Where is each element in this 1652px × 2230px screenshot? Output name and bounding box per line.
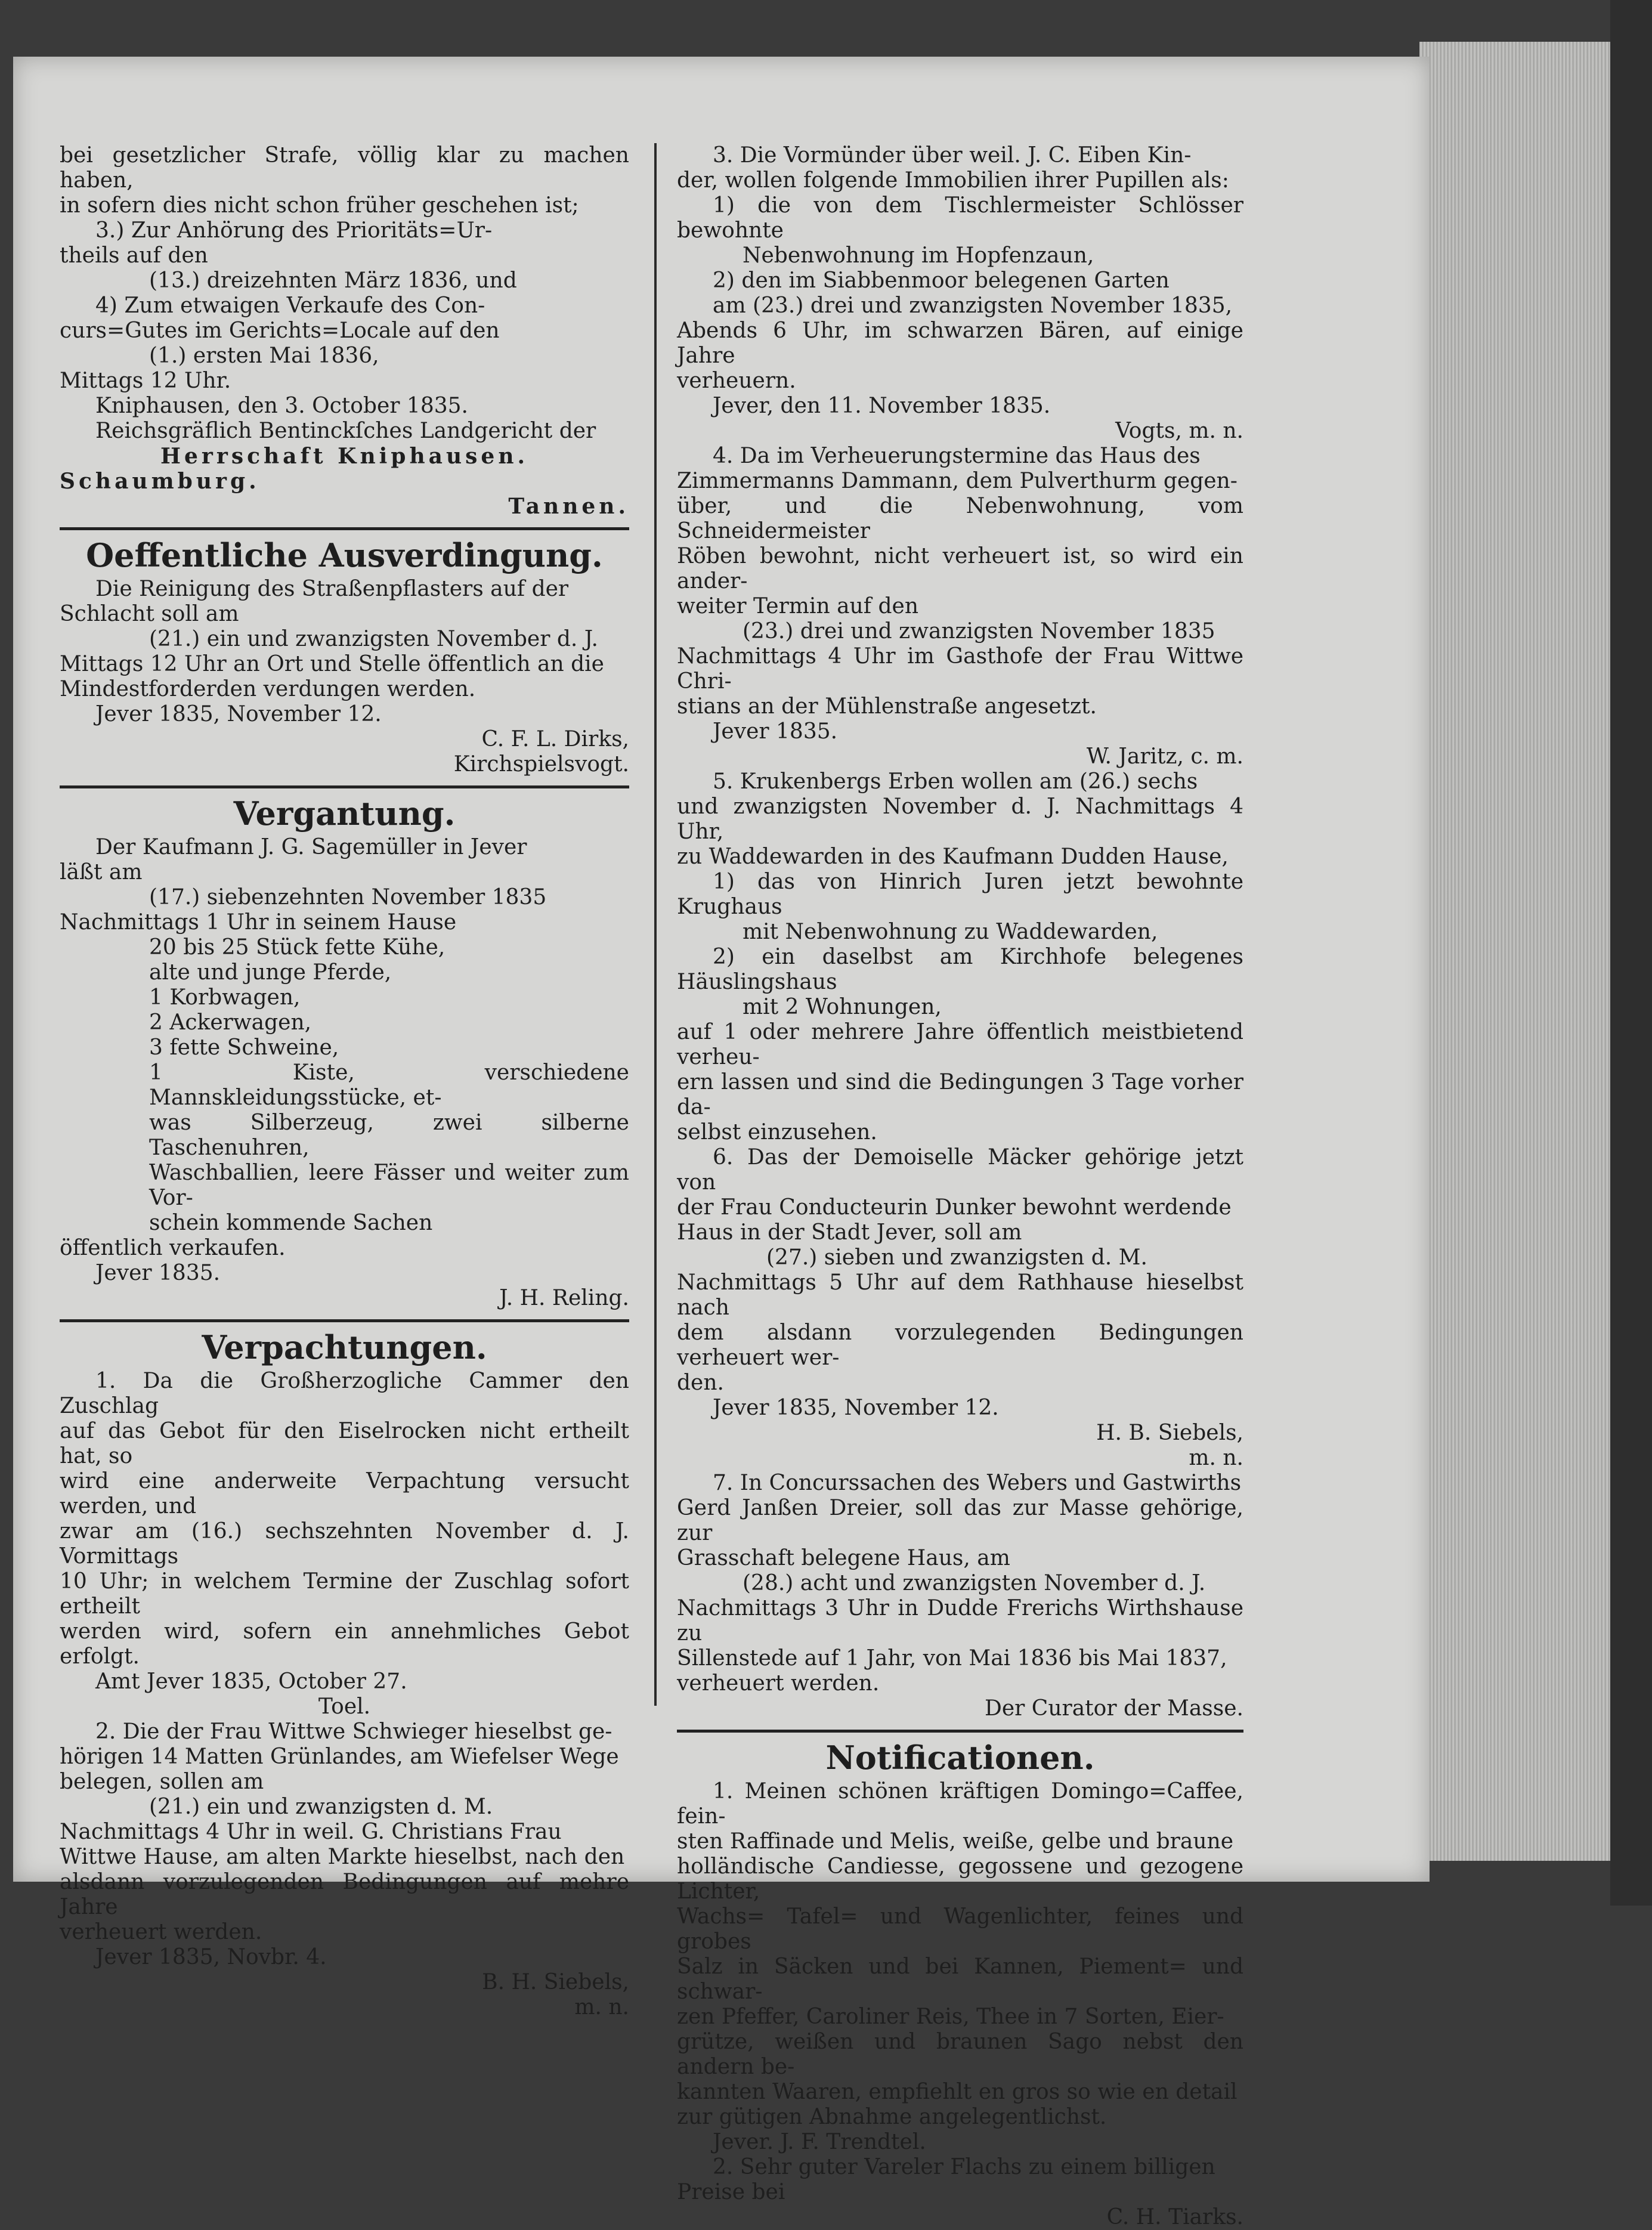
text-line: auf das Gebot für den Eiselrocken nicht ertheilt hat, so <box>60 1419 629 1468</box>
text-line: auf 1 oder mehrere Jahre öffentlich meistbietend verheu- <box>677 1020 1243 1069</box>
text-line: (17.) siebenzehnten November 1835 <box>149 885 547 910</box>
text-line: am (23.) drei und zwanzigsten November 1835, <box>713 293 1233 318</box>
text-line: Schlacht soll am <box>60 602 239 626</box>
text-line: 7. In Concurssachen des Webers und Gastwirths <box>713 1471 1242 1495</box>
signature-line: J. H. Reling. <box>499 1286 629 1310</box>
text-line: Mittags 12 Uhr. <box>60 369 231 393</box>
text-line: hörigen 14 Matten Grünlandes, am Wiefelser Wege <box>60 1745 619 1769</box>
background-dark <box>1610 0 1652 1906</box>
text-line: 2. Die der Frau Wittwe Schwieger hieselbst ge- <box>95 1719 612 1744</box>
list-item: 2 Ackerwagen, <box>149 1010 312 1035</box>
text-line: werden wird, sofern ein annehmliches Gebot erfolgt. <box>60 1619 629 1669</box>
text-line: 6. Das der Demoiselle Mäcker gehörige jetzt von <box>677 1145 1243 1195</box>
text-line: Kniphausen, den 3. October 1835. <box>95 394 468 418</box>
list-item: 1) das von Hinrich Juren jetzt bewohnte Krughaus <box>677 870 1243 919</box>
text-line: Jever 1835, Novbr. 4. <box>95 1945 327 1969</box>
text-line: Sillenstede auf 1 Jahr, von Mai 1836 bis Mai 1837, <box>677 1646 1227 1671</box>
text-line: Amt Jever 1835, October 27. <box>95 1669 407 1694</box>
section-rule <box>677 1730 1243 1733</box>
text-line: Gerd Janßen Dreier, soll das zur Masse gehörige, zur <box>677 1496 1243 1545</box>
section-heading: Verpachtungen. <box>202 1328 487 1366</box>
section-rule <box>60 527 629 530</box>
text-line: 10 Uhr; in welchem Termine der Zuschlag sofort ertheilt <box>60 1569 629 1619</box>
text-line: Der Kaufmann J. G. Sagemüller in Jever <box>95 835 527 859</box>
text-line: zur gütigen Abnahme angelegentlichst. <box>677 2105 1107 2129</box>
list-item: 20 bis 25 Stück fette Kühe, <box>149 935 446 960</box>
text-line: grütze, weißen und braunen Sago nebst den andern be- <box>677 2030 1243 2079</box>
signature-line: Kirchspielsvogt. <box>453 752 629 777</box>
text-line: Jever, den 11. November 1835. <box>713 394 1051 418</box>
text-line: und zwanzigsten November d. J. Nachmittags 4 Uhr, <box>677 794 1243 844</box>
text-line: verheuert werden. <box>60 1920 262 1944</box>
text-line: 5. Krukenbergs Erben wollen am (26.) sechs <box>713 769 1198 794</box>
text-line: öffentlich verkaufen. <box>60 1236 286 1260</box>
text-line: Zimmermanns Dammann, dem Pulverthurm gegen- <box>677 469 1238 493</box>
text-line: dem alsdann vorzulegenden Bedingungen verheuert wer- <box>677 1320 1243 1370</box>
text-line: Herrschaft Kniphausen. <box>160 444 529 469</box>
text-line: zwar am (16.) sechszehnten November d. J. Vormittags <box>60 1519 629 1569</box>
text-line: kannten Waaren, empfiehlt en gros so wie en detail <box>677 2080 1238 2104</box>
text-line: Jever 1835, November 12. <box>95 702 382 726</box>
signature-line: Tannen. <box>508 494 629 519</box>
text-line: Die Reinigung des Straßenpflasters auf der <box>95 577 569 601</box>
text-line: Nachmittags 1 Uhr in seinem Hause <box>60 910 457 935</box>
section-heading: Vergantung. <box>233 794 456 833</box>
text-line: (1.) ersten Mai 1836, <box>149 344 379 368</box>
list-item: 1) die von dem Tischlermeister Schlösser bewohnte <box>677 193 1243 243</box>
text-line: 4) Zum etwaigen Verkaufe des Con- <box>95 293 485 318</box>
section-heading: Oeffentliche Ausverdingung. <box>86 536 603 574</box>
text-line: curs=Gutes im Gerichts=Locale auf den <box>60 318 500 343</box>
signature-line: Vogts, m. n. <box>1115 419 1243 443</box>
list-item: mit 2 Wohnungen, <box>743 995 942 1019</box>
text-line: 1. Meinen schönen kräftigen Domingo=Caffee, fein- <box>677 1779 1243 1829</box>
text-line: stians an der Mühlenstraße angesetzt. <box>677 694 1097 719</box>
text-line: 3.) Zur Anhörung des Prioritäts=Ur- <box>95 218 493 243</box>
text-line: 2. Sehr guter Vareler Flachs zu einem billigen <box>713 2155 1215 2179</box>
text-line: belegen, sollen am <box>60 1770 264 1794</box>
text-line: (23.) drei und zwanzigsten November 1835 <box>743 619 1215 644</box>
text-line: Salz in Säcken und bei Kannen, Piement= und schwar- <box>677 1954 1243 2004</box>
text-line: Röben bewohnt, nicht verheuert ist, so wird ein ander- <box>677 544 1243 593</box>
signature-line: C. H. Tiarks. <box>1106 2205 1243 2229</box>
text-line: den. <box>677 1371 724 1395</box>
list-item: Nebenwohnung im Hopfenzaun, <box>743 243 1094 268</box>
right-column <box>677 143 1243 2229</box>
book-page-edges <box>1419 42 1610 1861</box>
signature-line: Der Curator der Masse. <box>984 1696 1243 1721</box>
text-line: (27.) sieben und zwanzigsten d. M. <box>766 1245 1147 1270</box>
signature-line: H. B. Siebels, <box>1096 1421 1243 1445</box>
text-line: Wittwe Hause, am alten Markte hieselbst, nach den <box>60 1845 625 1869</box>
list-item: 3 fette Schweine, <box>149 1035 339 1060</box>
signature-line: C. F. L. Dirks, <box>481 727 629 751</box>
text-line: Nachmittags 3 Uhr in Dudde Frerichs Wirthshause zu <box>677 1596 1243 1646</box>
signature-line: W. Jaritz, c. m. <box>1086 744 1243 769</box>
list-item: 2) ein daselbst am Kirchhofe belegenes Häuslingshaus <box>677 945 1243 994</box>
list-item: schein kommende Sachen <box>149 1211 433 1235</box>
text-line: über, und die Nebenwohnung, vom Schneidermeister <box>677 494 1243 543</box>
text-line: theils auf den <box>60 243 208 268</box>
text-line: zen Pfeffer, Caroliner Reis, Thee in 7 Sorten, Eier- <box>677 2005 1224 2029</box>
text-line: Jever 1835. <box>95 1261 221 1285</box>
text-line: Wachs= Tafel= und Wagenlichter, feines und grobes <box>677 1904 1243 1954</box>
text-line: der Frau Conducteurin Dunker bewohnt werdende <box>677 1195 1232 1220</box>
signature-line: Jever. J. F. Trendtel. <box>713 2130 926 2154</box>
text-line: selbst einzusehen. <box>677 1120 877 1145</box>
text-line: verheuern. <box>677 369 796 393</box>
text-line: alsdann vorzulegenden Bedingungen auf mehre Jahre <box>60 1870 629 1919</box>
text-line: weiter Termin auf den <box>677 594 919 618</box>
text-line: Jever 1835, November 12. <box>713 1396 999 1420</box>
left-column <box>60 143 629 2019</box>
list-item: 2) den im Siabbenmoor belegenen Garten <box>713 268 1170 293</box>
text-line: (13.) dreizehnten März 1836, und <box>149 268 517 293</box>
text-line: Haus in der Stadt Jever, soll am <box>677 1220 1022 1245</box>
text-line: (28.) acht und zwanzigsten November d. J. <box>743 1571 1206 1595</box>
section-rule <box>60 1319 629 1322</box>
text-line: Jever 1835. <box>713 719 838 744</box>
text-line: Mindestforderden verdungen werden. <box>60 677 476 701</box>
text-line: der, wollen folgende Immobilien ihrer Pupillen als: <box>677 168 1229 193</box>
text-line: (21.) ein und zwanzigsten November d. J. <box>149 627 598 651</box>
signature-line: m. n. <box>574 1995 629 2019</box>
column-divider <box>654 143 657 1706</box>
signature-line: m. n. <box>1189 1446 1243 1470</box>
text-line: 1. Da die Großherzogliche Cammer den Zuschlag <box>60 1369 629 1418</box>
text-line: in sofern dies nicht schon früher geschehen ist; <box>60 193 579 218</box>
text-line: Mittags 12 Uhr an Ort und Stelle öffentlich an die <box>60 652 604 676</box>
list-item: alte und junge Pferde, <box>149 960 392 985</box>
text-line: 4. Da im Verheuerungstermine das Haus des <box>713 444 1201 468</box>
text-line: sten Raffinade und Melis, weiße, gelbe und braune <box>677 1829 1233 1854</box>
text-line: Reichsgräflich Bentinckſches Landgericht der <box>95 419 596 443</box>
text-line: Abends 6 Uhr, im schwarzen Bären, auf einige Jahre <box>677 318 1243 368</box>
text-line: holländische Candiesse, gegossene und gezogene Lichter, <box>677 1854 1243 1904</box>
signature-line: Schaumburg. <box>60 469 260 494</box>
text-line: bei gesetzlicher Strafe, völlig klar zu machen haben, <box>60 143 629 193</box>
text-line: Preise bei <box>677 2180 785 2204</box>
text-line: verheuert werden. <box>677 1671 880 1696</box>
signature-line: Toel. <box>318 1694 371 1719</box>
text-line: Nachmittags 4 Uhr im Gasthofe der Frau Wittwe Chri- <box>677 644 1243 694</box>
text-line: zu Waddewarden in des Kaufmann Dudden Hause, <box>677 845 1229 869</box>
text-line: läßt am <box>60 860 143 884</box>
text-line: (21.) ein und zwanzigsten d. M. <box>149 1795 493 1819</box>
list-item: 1 Korbwagen, <box>149 985 301 1010</box>
text-line: 3. Die Vormünder über weil. J. C. Eiben Kin- <box>713 143 1192 168</box>
list-item: was Silberzeug, zwei silberne Taschenuhren, <box>149 1111 629 1160</box>
section-rule <box>60 785 629 788</box>
text-line: Nachmittags 4 Uhr in weil. G. Christians Frau <box>60 1820 562 1844</box>
text-line: Grasschaft belegene Haus, am <box>677 1546 1010 1570</box>
section-heading: Notificationen. <box>825 1739 1095 1777</box>
list-item: mit Nebenwohnung zu Waddewarden, <box>743 920 1158 944</box>
signature-line: B. H. Siebels, <box>482 1970 629 1994</box>
text-line: wird eine anderweite Verpachtung versucht werden, und <box>60 1469 629 1518</box>
list-item: Waschballien, leere Fässer und weiter zum Vor- <box>149 1161 629 1210</box>
text-line: Nachmittags 5 Uhr auf dem Rathhause hieselbst nach <box>677 1270 1243 1320</box>
list-item: 1 Kiste, verschiedene Mannskleidungsstücke, et- <box>149 1060 629 1110</box>
text-line: ern lassen und sind die Bedingungen 3 Tage vorher da- <box>677 1070 1243 1119</box>
